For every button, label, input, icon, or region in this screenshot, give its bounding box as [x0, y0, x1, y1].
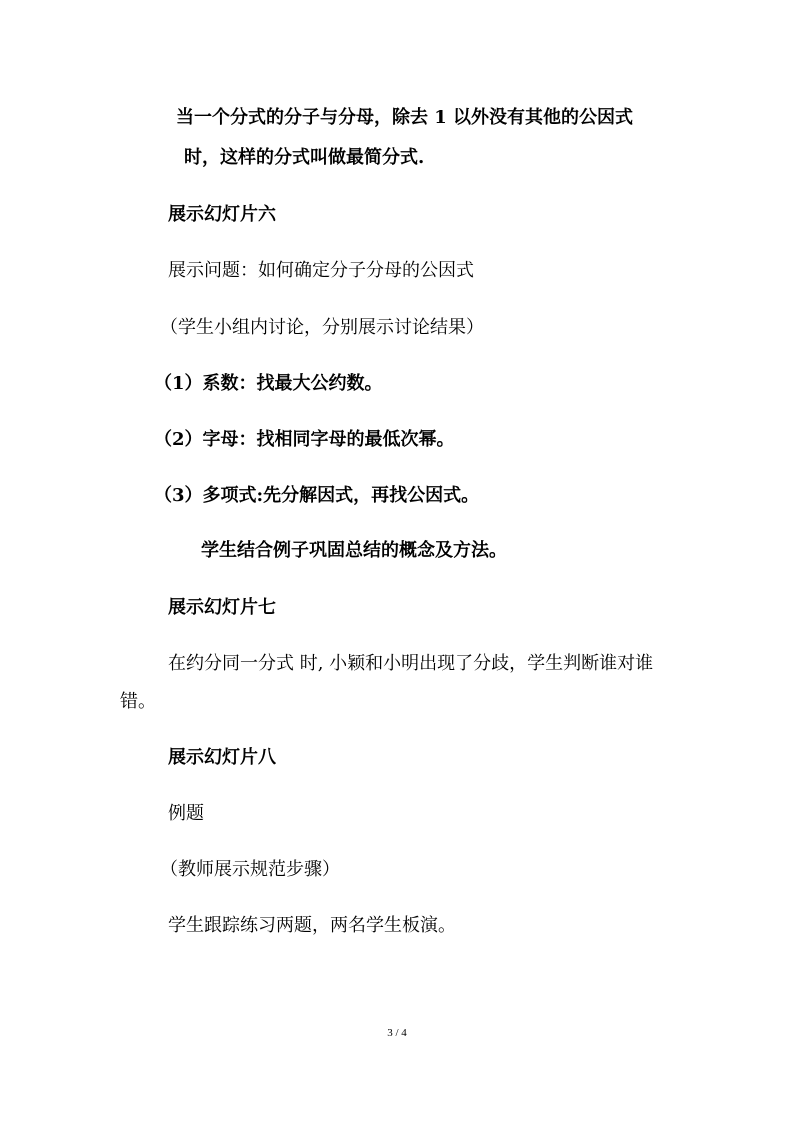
definition-line-2: 时，这样的分式叫做最简分式. — [184, 147, 425, 168]
example-label: 例题 — [168, 803, 204, 824]
teacher-note: （教师展示规范步骤） — [160, 859, 340, 880]
slide-six-heading: 展示幻灯片六 — [168, 204, 276, 225]
summary-line: 学生结合例子巩固总结的概念及方法。 — [201, 540, 507, 561]
disagreement-line-1: 在约分同一分式 时, 小颖和小明出现了分歧，学生判断谁对谁 — [168, 653, 654, 674]
method-item-2: （2）字母：找相同字母的最低次幂。 — [154, 429, 455, 450]
method-item-1: （1）系数：找最大公约数。 — [154, 373, 383, 394]
question-line: 展示问题：如何确定分子分母的公因式 — [168, 260, 474, 281]
method-item-3: （3）多项式:先分解因式，再找公因式。 — [154, 485, 480, 506]
discussion-note: （学生小组内讨论，分别展示讨论结果） — [160, 317, 484, 338]
slide-eight-heading: 展示幻灯片八 — [168, 747, 276, 768]
practice-line: 学生跟踪练习两题，两名学生板演。 — [168, 915, 456, 936]
disagreement-line-2: 错。 — [120, 691, 156, 712]
page-number: 3 / 4 — [387, 1027, 407, 1039]
definition-line-1: 当一个分式的分子与分母，除去 1 以外没有其他的公因式 — [176, 107, 634, 128]
slide-seven-heading: 展示幻灯片七 — [168, 597, 276, 618]
